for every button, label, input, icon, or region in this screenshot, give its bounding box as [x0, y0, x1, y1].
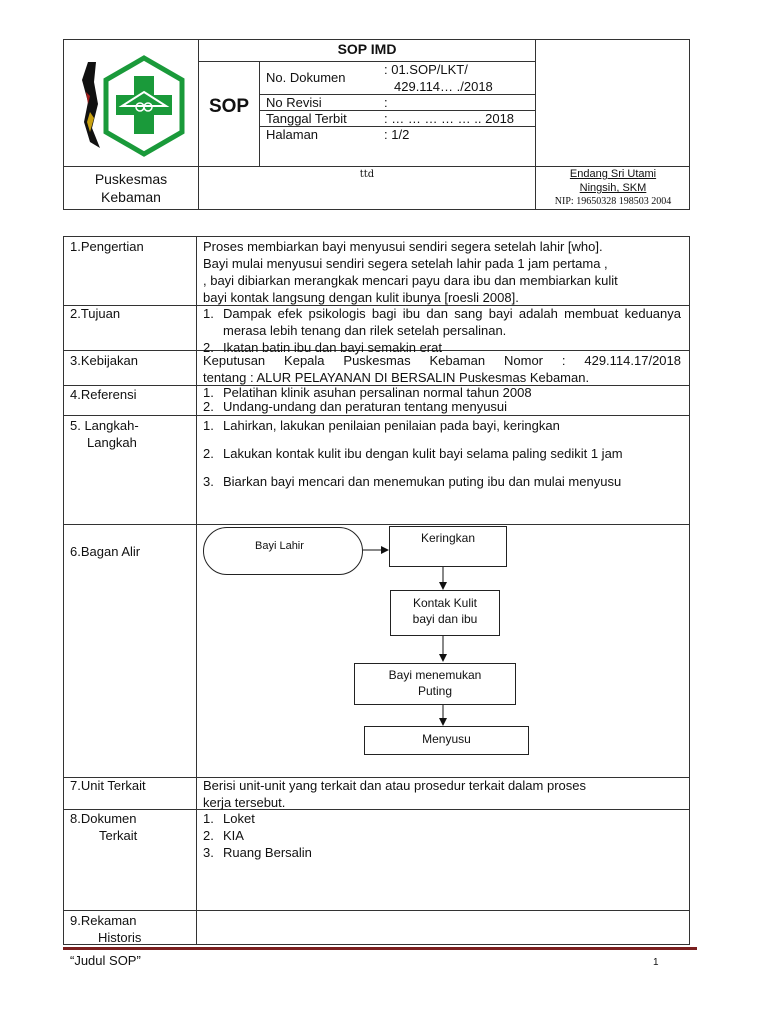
list-item: [203, 844, 681, 861]
signer-name: Endang Sri Utami: [569, 168, 657, 180]
page-number: 1: [653, 957, 659, 968]
list-text: Lahirkan, lakukan penilaian penilaian pada bayi, keringkan: [223, 418, 560, 433]
field-value: : 01.SOP/LKT/: [384, 62, 468, 77]
header-divider: [259, 61, 260, 166]
list-text: Dampak efek psikologis bagi ibu dan sang bayi adalah membuat keduanya merasa lebih tenang dan rilek setelah persalinan.: [223, 306, 681, 338]
flow-node-kontak: [390, 590, 500, 636]
section-content-dokumen: [203, 810, 681, 861]
flow-node-line: bayi dan ibu: [412, 612, 478, 626]
row-divider: [63, 910, 690, 911]
field-label: Tanggal Terbit: [266, 111, 347, 126]
section-content-langkah: [203, 417, 681, 490]
section-content-kebijakan: [203, 352, 681, 386]
list-item: [203, 473, 681, 490]
field-label: Halaman: [266, 127, 319, 142]
signer-name: Ningsih, SKM: [579, 182, 647, 194]
field-value: : 1/2: [384, 127, 410, 142]
field-value: 429.114… ./2018: [394, 79, 493, 94]
doc-title: SOP IMD: [337, 41, 397, 57]
flow-node-line: Kontak Kulit: [412, 596, 478, 610]
label-line: 9.Rekaman: [70, 913, 137, 928]
flow-node-line: Puting: [417, 684, 453, 698]
flow-node-menyusu: Menyusu: [364, 726, 529, 755]
field-value: : … … … … … .. 2018: [384, 111, 515, 126]
list-text: Loket: [223, 811, 255, 826]
list-item: [203, 810, 681, 827]
list-item: [203, 417, 681, 434]
section-content-pengertian: [203, 238, 681, 306]
section-content-tujuan: [203, 305, 681, 356]
text-line: Proses membiarkan bayi menyusui sendiri segera setelah lahir [who].: [203, 239, 603, 254]
list-text: Lakukan kontak kulit ibu dengan kulit bayi selama paling sedikit 1 jam: [223, 446, 623, 461]
signer-nip: NIP: 19650328 198503 2004: [554, 196, 672, 207]
list-text: Ikatan batin ibu dan bayi semakin erat: [223, 340, 442, 355]
text-line: tentang : ALUR PELAYANAN DI BERSALIN Puskesmas Kebaman.: [203, 370, 590, 385]
list-text: KIA: [223, 828, 244, 843]
section-label-langkah: [70, 417, 139, 451]
section-label-bagan: 6.Bagan Alir: [70, 544, 141, 559]
sop-label: SOP: [208, 96, 250, 117]
section-content-referensi: [203, 386, 681, 414]
list-number: 1.: [203, 385, 214, 400]
text-line: , bayi dibiarkan merangkak mencari payu dara ibu dan membiarkan kulit: [203, 273, 618, 288]
list-number: 3.: [203, 474, 214, 489]
list-text: Biarkan bayi mencari dan menemukan puting ibu dan mulai menyusu: [223, 474, 622, 489]
label-line: Historis: [98, 930, 142, 945]
list-item: [203, 386, 681, 400]
field-value: :: [384, 95, 388, 110]
list-number: 1.: [203, 811, 214, 826]
section-label-pengertian: 1.Pengertian: [70, 239, 144, 254]
section-label-rekaman: [70, 912, 141, 946]
footer-title: “Judul SOP”: [70, 953, 141, 968]
org-name: [64, 170, 198, 206]
flow-node-menemukan: [354, 663, 516, 705]
list-number: 2.: [203, 399, 214, 414]
label-line: Langkah: [87, 435, 137, 450]
section-label-kebijakan: 3.Kebijakan: [70, 353, 138, 368]
section-label-unit: 7.Unit Terkait: [70, 778, 146, 793]
flow-node-keringkan: Keringkan: [389, 526, 507, 567]
text-line: Berisi unit-unit yang terkait dan atau prosedur terkait dalam proses: [203, 778, 586, 793]
list-item: [203, 827, 681, 844]
list-text: Pelatihan klinik asuhan persalinan normal tahun 2008: [223, 385, 532, 400]
org-line: Kebaman: [101, 189, 161, 205]
signer-block: [536, 167, 690, 209]
field-label: No. Dokumen: [266, 70, 346, 85]
section-content-unit: [203, 777, 681, 811]
text-line: kerja tersebut.: [203, 795, 286, 810]
list-item: [203, 305, 681, 339]
label-line: Terkait: [99, 828, 138, 843]
text-line: bayi kontak langsung dengan kulit ibunya [roesli 2008].: [203, 290, 519, 305]
list-number: 3.: [203, 845, 214, 860]
flow-node-line: Bayi menemukan: [388, 668, 482, 682]
list-number: 2.: [203, 446, 214, 461]
list-number: 1.: [203, 418, 214, 433]
header-divider: [198, 39, 199, 210]
list-item: [203, 445, 681, 462]
list-number: 2.: [203, 828, 214, 843]
list-number: 2.: [203, 340, 214, 355]
section-label-dokumen: [70, 810, 137, 844]
puskesmas-logo-icon: [78, 52, 190, 160]
field-label: No Revisi: [266, 95, 322, 110]
section-label-tujuan: 2.Tujuan: [70, 306, 121, 321]
flow-start-node: Bayi Lahir: [203, 527, 363, 575]
list-item: [203, 400, 681, 414]
label-line: 8.Dokumen: [70, 811, 137, 826]
label-line: 5. Langkah-: [70, 418, 139, 433]
section-label-referensi: 4.Referensi: [70, 387, 137, 402]
list-text: Ruang Bersalin: [223, 845, 312, 860]
ttd-text: ttd: [359, 169, 375, 180]
org-line: Puskesmas: [94, 171, 168, 187]
footer-rule: [63, 947, 697, 950]
text-line: Bayi mulai menyusui sendiri segera setelah lahir pada 1 jam pertama ,: [203, 256, 608, 271]
header-divider: [198, 61, 535, 62]
row-divider: [63, 415, 690, 416]
list-text: Undang-undang dan peraturan tentang menyusui: [223, 399, 508, 414]
list-number: 1.: [203, 306, 214, 321]
text-line: Keputusan Kepala Puskesmas Kebaman Nomor : 429.114.17/2018: [203, 353, 681, 368]
